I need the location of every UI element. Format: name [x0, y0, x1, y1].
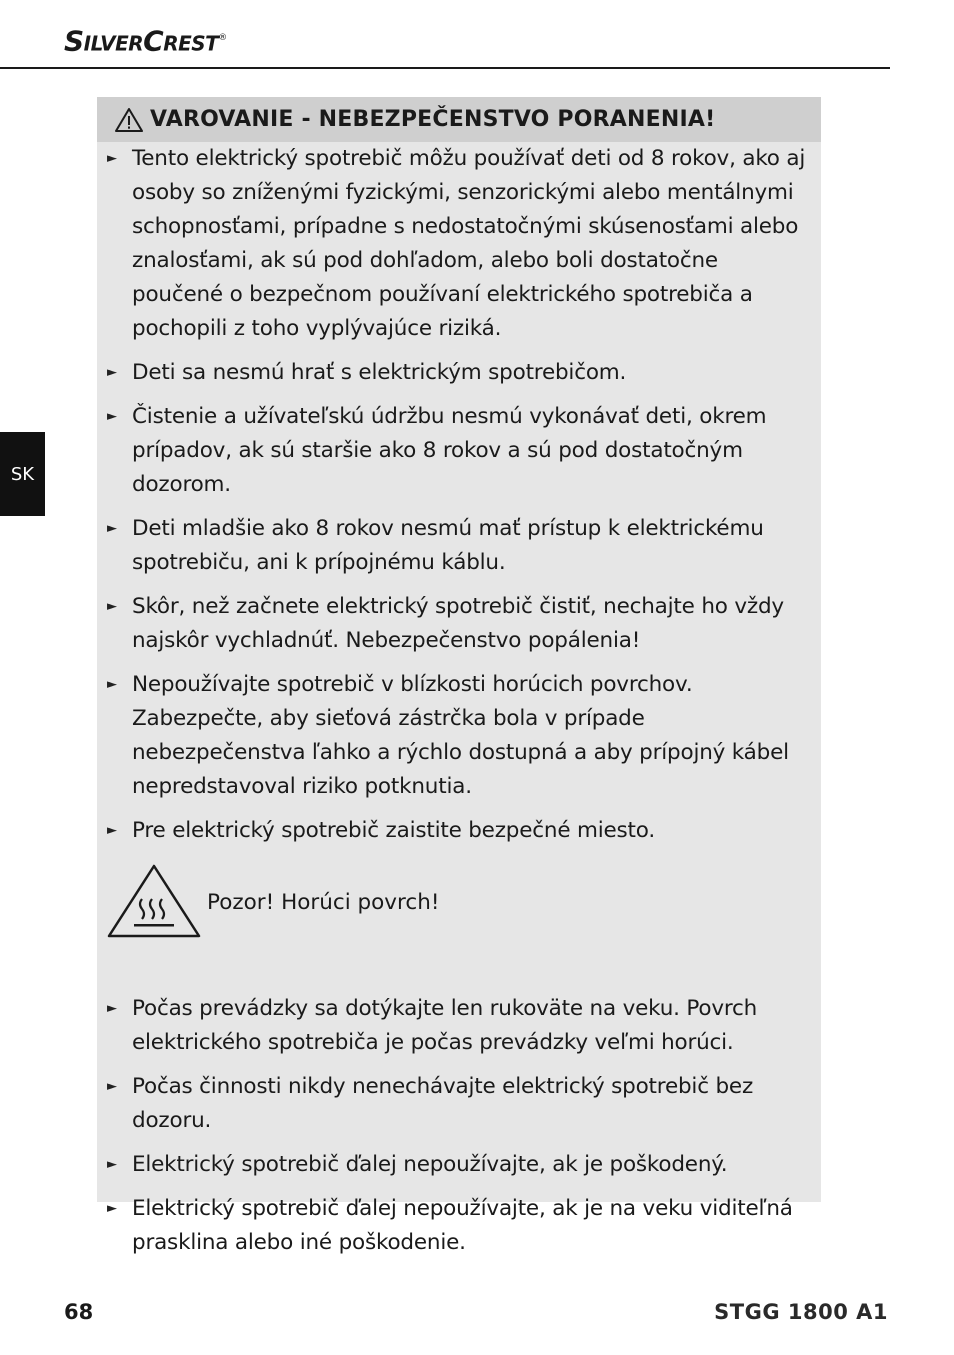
list-item-text: Nepoužívajte spotrebič v blízkosti horúcich povrchov. Zabezpečte, aby sieťová zástrčka bola v prípade nebezpečenstva ľahko a rýchlo dostupná a aby prípojný kábel nepredstavoval riziko potknutia. — [132, 672, 789, 799]
list-item — [97, 1192, 821, 1260]
bullet-arrow-icon: ► — [107, 823, 117, 838]
list-item — [97, 1070, 821, 1138]
warning-triangle-icon — [114, 107, 144, 133]
list-item — [97, 814, 821, 848]
list-item-text: Elektrický spotrebič ďalej nepoužívajte, ak je poškodený. — [132, 1152, 728, 1177]
bullet-arrow-icon: ► — [107, 409, 117, 424]
bullet-arrow-icon: ► — [107, 1157, 117, 1172]
warning-header — [97, 97, 821, 142]
language-tab — [0, 432, 45, 516]
list-item — [97, 142, 821, 346]
list-item — [97, 992, 821, 1060]
list-item — [97, 590, 821, 658]
language-tab-label: SK — [10, 463, 35, 485]
list-item-text: Skôr, než začnete elektrický spotrebič čistiť, nechajte ho vždy najskôr vychladnúť. Nebezpečenstvo popálenia! — [132, 594, 784, 653]
hot-surface-warning-icon — [106, 863, 202, 939]
list-item-text: Elektrický spotrebič ďalej nepoužívajte, ak je na veku viditeľná prasklina alebo iné poškodenie. — [132, 1196, 793, 1255]
list-item — [97, 668, 821, 804]
hot-surface-text: Pozor! Horúci povrch! — [207, 890, 440, 915]
list-item — [97, 512, 821, 580]
bullet-arrow-icon: ► — [107, 1201, 117, 1216]
model-number: STGG 1800 A1 — [714, 1300, 888, 1324]
bullet-arrow-icon: ► — [107, 365, 117, 380]
warning-title: VAROVANIE - NEBEZPEČENSTVO PORANENIA! — [150, 106, 716, 132]
list-item — [97, 1148, 821, 1182]
list-item-text: Počas prevádzky sa dotýkajte len rukoväte na veku. Povrch elektrického spotrebiča je počas prevádzky veľmi horúci. — [132, 996, 758, 1055]
bullet-arrow-icon: ► — [107, 1079, 117, 1094]
header-rule — [0, 67, 890, 69]
bullet-arrow-icon: ► — [107, 677, 117, 692]
list-item-text: Deti sa nesmú hrať s elektrickým spotrebičom. — [132, 360, 627, 385]
list-item-text: Pre elektrický spotrebič zaistite bezpečné miesto. — [132, 818, 655, 843]
warning-list — [97, 142, 821, 1270]
list-item-text: Počas činnosti nikdy nenechávajte elektrický spotrebič bez dozoru. — [132, 1074, 754, 1133]
brand-logo: SilverCrest® — [64, 24, 227, 58]
list-item-text: Čistenie a užívateľskú údržbu nesmú vykonávať deti, okrem prípadov, ak sú staršie ako 8 rokov a sú pod dostatočným dozorom. — [132, 404, 767, 497]
bullet-arrow-icon: ► — [107, 151, 117, 166]
bullet-arrow-icon: ► — [107, 521, 117, 536]
warning-box — [97, 97, 821, 1255]
page-number: 68 — [64, 1300, 94, 1324]
hot-surface-notice — [97, 858, 821, 988]
list-item — [97, 400, 821, 502]
bullet-arrow-icon: ► — [107, 599, 117, 614]
list-item — [97, 356, 821, 390]
list-item-text: Deti mladšie ako 8 rokov nesmú mať prístup k elektrickému spotrebiču, ani k prípojnému káblu. — [132, 516, 764, 575]
bullet-arrow-icon: ► — [107, 1001, 117, 1016]
list-item-text: Tento elektrický spotrebič môžu používať deti od 8 rokov, ako aj osoby so zníženými fyzickými, senzorickými alebo mentálnymi schopnosťami, prípadne s nedostatočnými skúsenosťami alebo znalosťami, ak sú pod dohľadom, alebo boli dostatočne poučené o bezpečnom používaní elektrického spotrebiča a pochopili z toho vyplývajúce riziká. — [132, 146, 806, 341]
